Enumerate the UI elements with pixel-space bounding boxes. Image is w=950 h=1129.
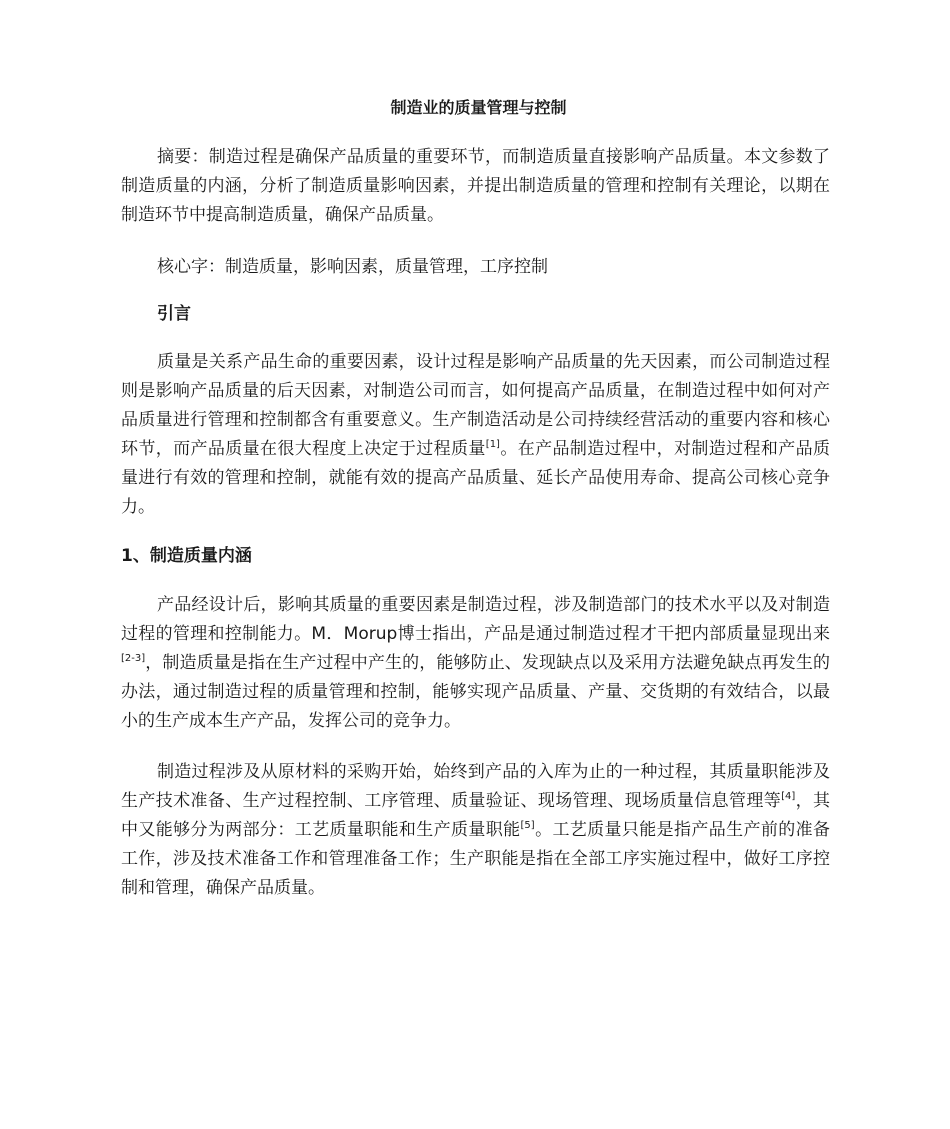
intro-text-1: 质量是关系产品生命的重要因素，设计过程是影响产品质量的先天因素，而公司制造过程则是影响产品质量的后天因素，对制造公司而言，如何提高产品质量，在制造过程中如何对产品质量进行管理和控制都含有重要意义。生产制造活动是公司持续经营活动的重要内容和核心环节，而产品质量在很大程度上决定于过程质量: [121, 352, 830, 459]
document-title: 制造业的质量管理与控制: [390, 98, 567, 117]
section-1-paragraph-2: [121, 758, 830, 903]
intro-heading: 引言: [157, 304, 191, 324]
section-1-p2-text-1: 制造过程涉及从原材料的采购开始，始终到产品的入库为止的一种过程，其质量职能涉及生产技术准备、生产过程控制、工序管理、质量验证、现场管理、现场质量信息管理等: [121, 762, 830, 811]
section-1-heading: 1、制造质量内涵: [121, 546, 252, 566]
abstract-paragraph: 摘要：制造过程是确保产品质量的重要环节，而制造质量直接影响产品质量。本文参数了制造质量的内涵，分析了制造质量影响因素，并提出制造质量的管理和控制有关理论，以期在制造环节中提高制造质量，确保产品质量。: [121, 147, 830, 225]
citation-ref-1: [1]: [485, 439, 500, 450]
intro-paragraph: [121, 348, 830, 522]
section-1-p1-text-1: 产品经设计后，影响其质量的重要因素是制造过程，涉及制造部门的技术水平以及对制造过程的管理和控制能力。M．Morup博士指出，产品是通过制造过程才干把内部质量显现出来: [121, 595, 830, 644]
citation-ref-4: [4]: [781, 791, 796, 802]
keywords-paragraph: 核心字：制造质量，影响因素，质量管理，工序控制: [157, 257, 548, 277]
intro-text-2: 。在产品制造过程中，对制造过程和产品质量进行有效的管理和控制，就能有效的提高产品质量、延长产品使用寿命、提高公司核心竞争力。: [121, 439, 831, 517]
section-1-p2-text-3: 。工艺质量只能是指产品生产前的准备工作，涉及技术准备工作和管理准备工作；生产职能是指在全部工序实施过程中，做好工序控制和管理，确保产品质量。: [121, 820, 831, 898]
section-1-paragraph-1: [121, 591, 830, 736]
section-1-p1-text-2: ，制造质量是指在生产过程中产生的，能够防止、发现缺点以及采用方法避免缺点再发生的办法，通过制造过程的质量管理和控制，能够实现产品质量、产量、交货期的有效结合，以最小的生产成本生产产品，发挥公司的竞争力。: [121, 653, 830, 731]
citation-ref-2-3: [2-3]: [121, 653, 146, 664]
citation-ref-5: [5]: [520, 820, 535, 831]
section-1-p2-text-2: ，其中又能够分为两部分：工艺质量职能和生产质量职能: [121, 791, 831, 840]
